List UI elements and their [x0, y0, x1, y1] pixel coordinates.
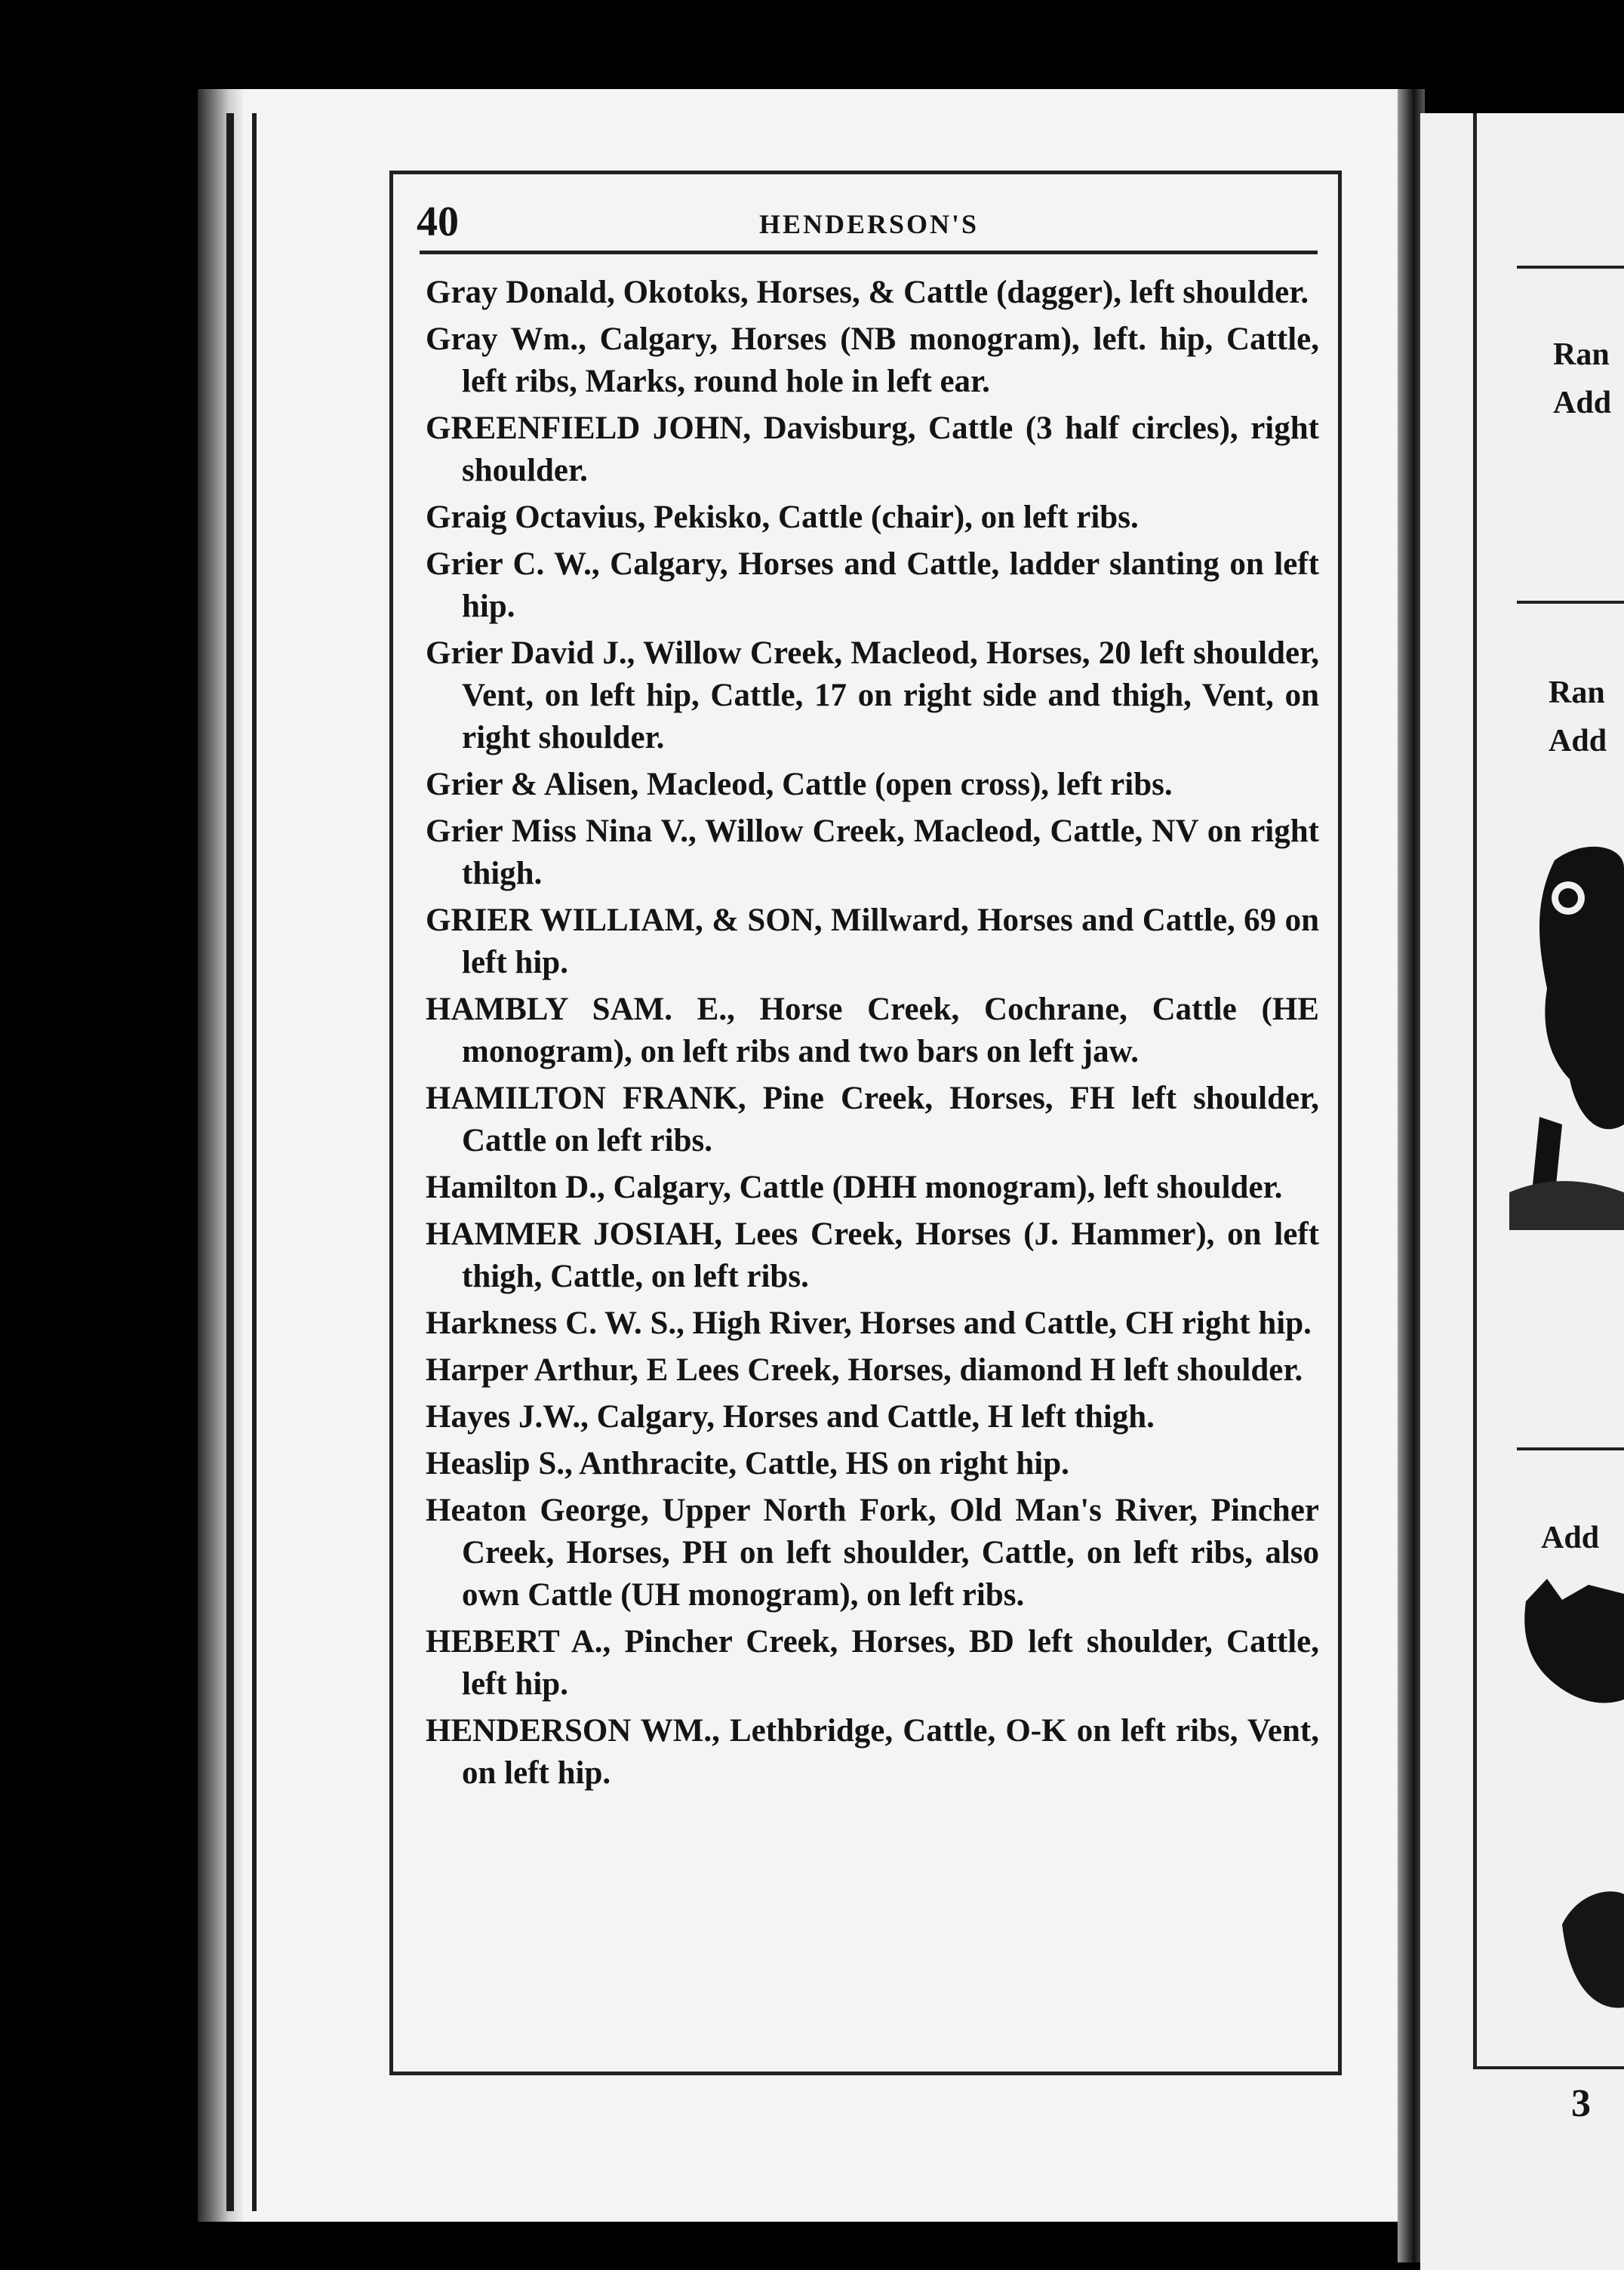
directory-entry: Grier David J., Willow Creek, Macleod, Horses, 20 left shoulder, Vent, on left hip, Cattle, 17 on right side and thigh, Vent, on right shoulder.	[426, 635, 1319, 755]
directory-entry: Gray Wm., Calgary, Horses (NB monogram), left. hip, Cattle, left ribs, Marks, round hole in left ear.	[426, 321, 1319, 399]
directory-entry: HAMILTON FRANK, Pine Creek, Horses, FH left shoulder, Cattle on left ribs.	[426, 1081, 1319, 1158]
directory-entry: HAMBLY SAM. E., Horse Creek, Cochrane, Cattle (HE monogram), on left ribs and two bars on left jaw.	[426, 992, 1319, 1069]
directory-entry: Gray Donald, Okotoks, Horses, & Cattle (dagger), left shoulder.	[426, 275, 1309, 310]
right-rule	[1473, 2066, 1624, 2069]
right-rule	[1517, 1447, 1624, 1450]
right-rule	[1517, 601, 1624, 604]
directory-entry: Heaton George, Upper North Fork, Old Man's River, Pincher Creek, Horses, PH on left shoulder, Cattle, on left ribs, also own Cattle (UH monogram), on left ribs.	[426, 1493, 1319, 1613]
directory-entry: HEBERT A., Pincher Creek, Horses, BD left shoulder, Cattle, left hip.	[426, 1624, 1319, 1702]
page-number: 40	[417, 198, 459, 245]
right-fragment: Ran	[1553, 337, 1610, 372]
directory-entry: Hamilton D., Calgary, Cattle (DHH monogram), left shoulder.	[426, 1170, 1283, 1205]
directory-entry: Graig Octavius, Pekisko, Cattle (chair), on left ribs.	[426, 500, 1139, 535]
page-binding-shadow	[198, 89, 243, 2222]
right-fragment: Add	[1553, 386, 1612, 420]
directory-entries	[426, 272, 1319, 1799]
directory-entry: HAMMER JOSIAH, Lees Creek, Horses (J. Hammer), on left thigh, Cattle, on left ribs.	[426, 1217, 1319, 1294]
directory-entry: Harper Arthur, E Lees Creek, Horses, diamond H left shoulder.	[426, 1352, 1303, 1388]
cattle-brand-illustration	[1517, 1571, 1624, 1715]
right-frame-line	[1473, 113, 1477, 2068]
right-fragment: Add	[1541, 1521, 1600, 1555]
directory-entry: Grier C. W., Calgary, Horses and Cattle, ladder slanting on left hip.	[426, 546, 1319, 624]
right-rule	[1517, 266, 1624, 269]
directory-entry: GREENFIELD JOHN, Davisburg, Cattle (3 half circles), right shoulder.	[426, 411, 1319, 488]
directory-entry: Grier & Alisen, Macleod, Cattle (open cross), left ribs.	[426, 767, 1173, 802]
directory-entry: Grier Miss Nina V., Willow Creek, Macleod, Cattle, NV on right thigh.	[426, 814, 1319, 891]
running-head: HENDERSON'S	[759, 209, 980, 239]
cattle-brand-illustration	[1555, 1879, 1624, 2015]
directory-entry: HENDERSON WM., Lethbridge, Cattle, O-K on left ribs, Vent, on left hip.	[426, 1713, 1319, 1791]
cattle-brand-illustration	[1509, 838, 1624, 1230]
binding-line	[226, 113, 234, 2211]
binding-line	[252, 113, 257, 2211]
directory-entry: Heaslip S., Anthracite, Cattle, HS on right hip.	[426, 1446, 1069, 1481]
right-page-number: 3	[1571, 2082, 1591, 2125]
directory-entry: Hayes J.W., Calgary, Horses and Cattle, H left thigh.	[426, 1399, 1155, 1435]
header-rule	[420, 251, 1318, 254]
directory-entry: Harkness C. W. S., High River, Horses and Cattle, CH right hip.	[426, 1306, 1312, 1341]
right-fragment: Add	[1549, 724, 1607, 758]
directory-entry: GRIER WILLIAM, & SON, Millward, Horses and Cattle, 69 on left hip.	[426, 903, 1319, 980]
right-fragment: Ran	[1549, 675, 1605, 710]
